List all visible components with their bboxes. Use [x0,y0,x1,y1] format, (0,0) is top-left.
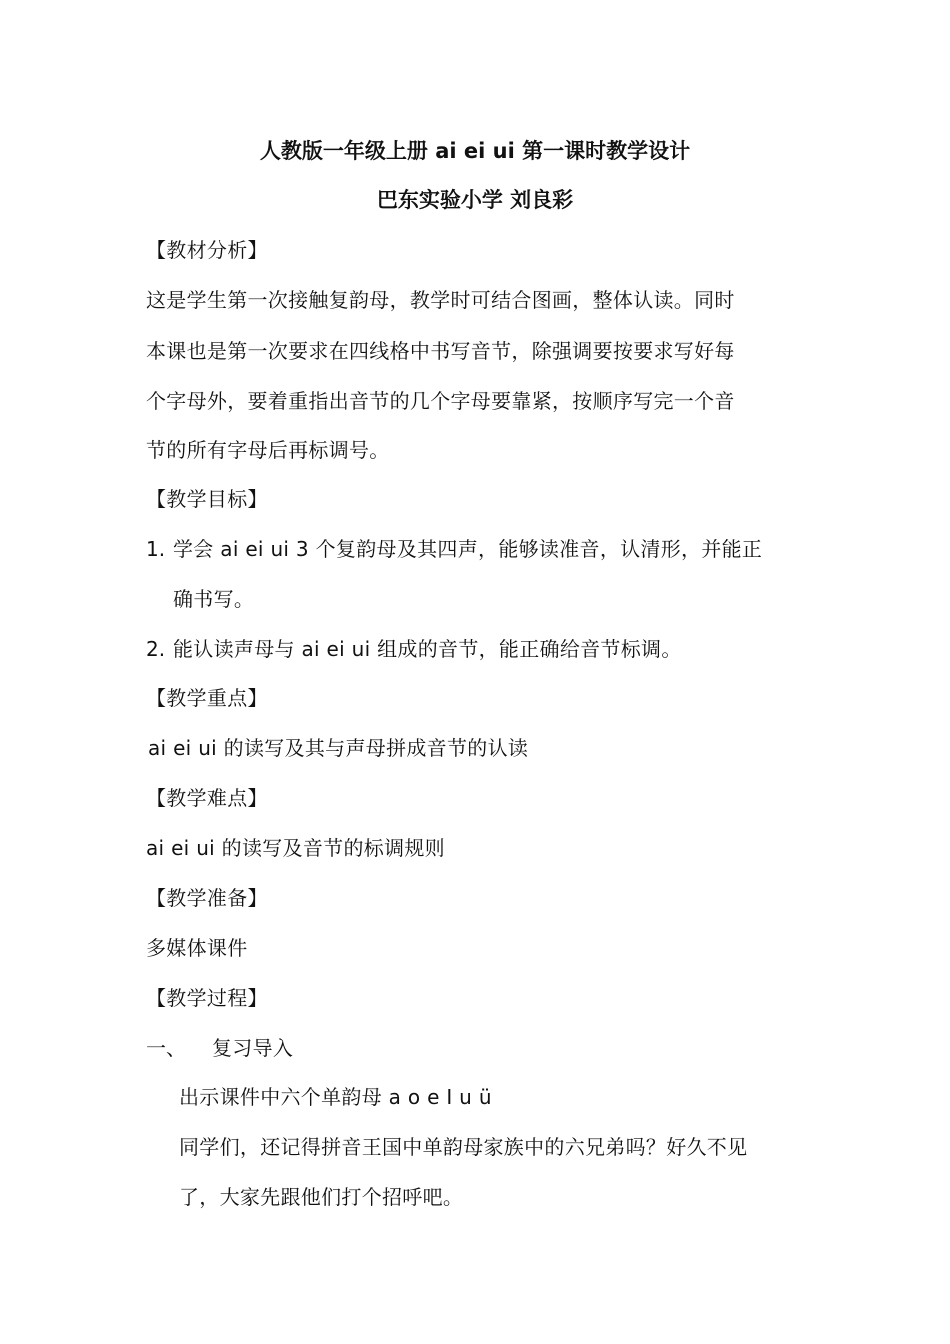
section-heading-key-points: 【教学重点】 [146,686,268,710]
key-points-line: ai ei ui 的读写及其与声母拼成音节的认读 [148,736,529,760]
analysis-line: 本课也是第一次要求在四线格中书写音节，除强调要按要求写好每 [146,339,735,363]
difficulty-line: ai ei ui 的读写及音节的标调规则 [146,836,445,860]
analysis-line: 这是学生第一次接触复韵母，教学时可结合图画，整体认读。同时 [146,288,735,312]
section-heading-preparation: 【教学准备】 [146,886,268,910]
step-line: 出示课件中六个单韵母 a o e I u ü [179,1085,492,1109]
section-heading-analysis: 【教材分析】 [146,238,268,262]
document-author: 巴东实验小学 刘良彩 [376,188,574,212]
goal-number: 1. [146,537,166,561]
section-heading-process: 【教学过程】 [146,986,268,1010]
preparation-line: 多媒体课件 [146,936,248,960]
step-title: 复习导入 [212,1036,294,1060]
section-heading-difficulty: 【教学难点】 [146,786,268,810]
document-title: 人教版一年级上册 ai ei ui 第一课时教学设计 [259,139,691,163]
goal-number: 2. [146,637,166,661]
analysis-line: 节的所有字母后再标调号。 [146,438,390,462]
step-line: 了，大家先跟他们打个招呼吧。 [179,1185,464,1209]
analysis-line: 个字母外，要着重指出音节的几个字母要靠紧，按顺序写完一个音 [146,389,735,413]
section-heading-goals: 【教学目标】 [146,487,268,511]
goal-line: 确书写。 [173,587,255,611]
step-number: 一、 [146,1036,186,1060]
step-line: 同学们，还记得拼音王国中单韵母家族中的六兄弟吗？好久不见 [179,1135,748,1159]
goal-line: 学会 ai ei ui 3 个复韵母及其四声，能够读准音，认清形，并能正 [173,537,763,561]
goal-line: 能认读声母与 ai ei ui 组成的音节，能正确给音节标调。 [173,637,682,661]
